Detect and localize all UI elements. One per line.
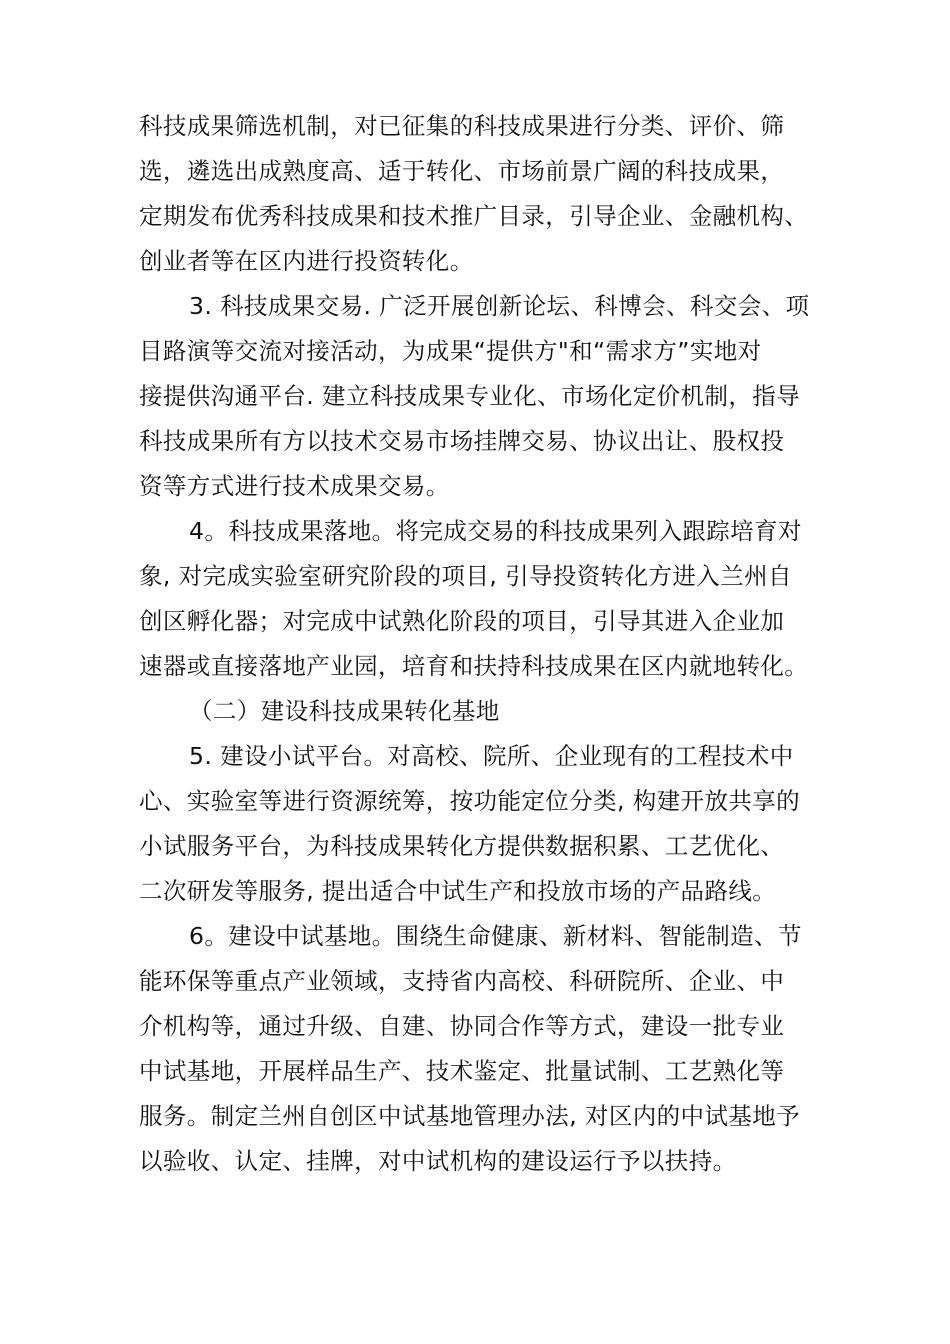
- text-line: 接提供沟通平台. 建立科技成果专业化、市场化定价机制，指导: [139, 382, 801, 410]
- text-line: 心、实验室等进行资源统筹，按功能定位分类, 构建开放共享的: [139, 787, 801, 815]
- text-line: 创业者等在区内进行投资转化。: [139, 247, 474, 275]
- text-line: 以验收、认定、挂牌，对中试机构的建设运行予以扶持。: [139, 1147, 737, 1175]
- document-body: [139, 104, 819, 1184]
- text-line: 介机构等，通过升级、自建、协同合作等方式，建设一批专业: [139, 1012, 785, 1040]
- text-line: 5. 建设小试平台。对高校、院所、企业现有的工程技术中: [189, 742, 794, 770]
- text-line: 目路演等交流对接活动，为成果“提供方"和“需求方”实地对: [139, 337, 762, 365]
- text-line: 速器或直接落地产业园，培育和扶持科技成果在区内就地转化。: [139, 652, 809, 680]
- text-line: 小试服务平台，为科技成果转化方提供数据积累、工艺优化、: [139, 832, 785, 860]
- text-line: 资等方式进行技术成果交易。: [139, 472, 450, 500]
- text-line: 4。科技成果落地。将完成交易的科技成果列入跟踪培育对: [189, 517, 802, 545]
- text-line: 二次研发等服务, 提出适合中试生产和投放市场的产品路线。: [139, 877, 777, 905]
- text-line: 能环保等重点产业领域，支持省内高校、科研院所、企业、中: [139, 967, 785, 995]
- text-line: 创区孵化器；对完成中试熟化阶段的项目，引导其进入企业加: [139, 607, 785, 635]
- text-line: 科技成果筛选机制，对已征集的科技成果进行分类、评价、筛: [139, 112, 785, 140]
- text-line: 服务。制定兰州自创区中试基地管理办法, 对区内的中试基地予: [139, 1102, 801, 1130]
- text-line: 选，遴选出成熟度高、适于转化、市场前景广阔的科技成果，: [139, 157, 785, 185]
- text-line: 3. 科技成果交易. 广泛开展创新论坛、科博会、科交会、项: [189, 292, 810, 320]
- text-line: 科技成果所有方以技术交易市场挂牌交易、协议出让、股权投: [139, 427, 785, 455]
- text-line: 6。建设中试基地。围绕生命健康、新材料、智能制造、节: [189, 922, 802, 950]
- text-line: 定期发布优秀科技成果和技术推广目录，引导企业、金融机构、: [139, 202, 809, 230]
- text-line: （二）建设科技成果转化基地: [189, 697, 500, 725]
- text-line: 象, 对完成实验室研究阶段的项目, 引导投资转化方进入兰州自: [139, 562, 792, 590]
- text-line: 中试基地，开展样品生产、技术鉴定、批量试制、工艺熟化等: [139, 1057, 785, 1085]
